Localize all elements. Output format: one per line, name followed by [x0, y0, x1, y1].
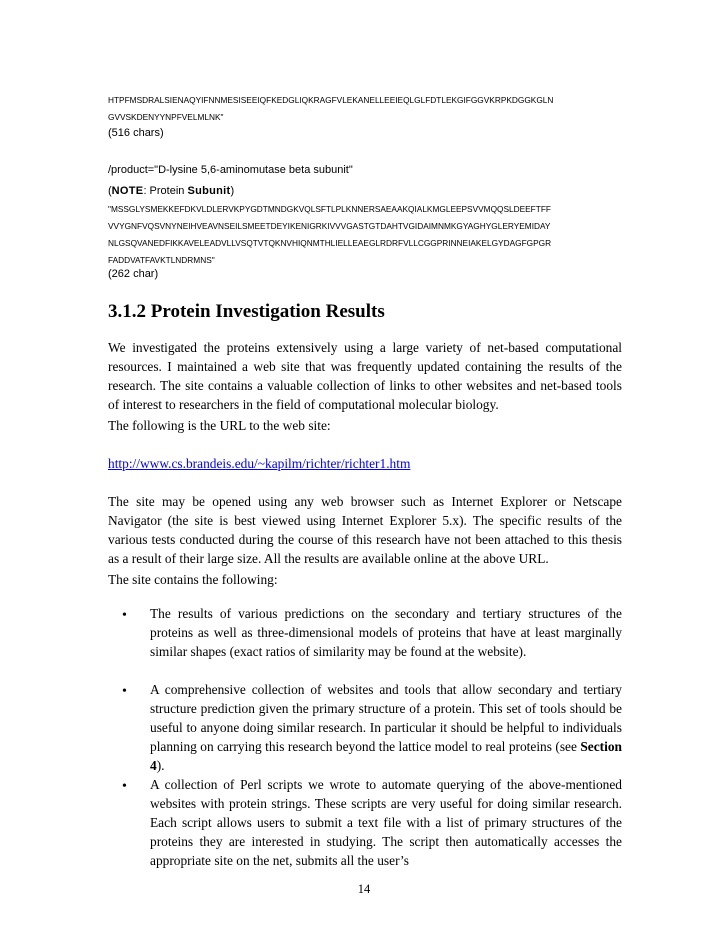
sequence-line: "MSSGLYSMEKKEFDKVLDLERVKPYGDTMNDGKVQLSFTLPLKNNERSAEAAKQIALKMGLEEPSVVMQQSLDEEFTFF: [108, 204, 551, 214]
bullet-icon: •: [122, 608, 127, 623]
note-middle-text: : Protein: [143, 185, 188, 197]
bullet-item-perl-scripts: A collection of Perl scripts we wrote to automate querying of the above-mentioned websites with protein strings. These scripts are very useful for doing similar research. Each script allows users to submit a text file with a list of primary structures of the proteins they are interested in studying. The script then automatically accesses the appropriate site on the net, submits all the user’s: [150, 777, 622, 868]
bullet-item-tools: [150, 680, 622, 775]
note-close-paren: ): [230, 185, 235, 197]
product-line: /product="D-lysine 5,6-aminomutase beta subunit": [108, 164, 353, 176]
note-line: [108, 185, 234, 198]
sequence-line: FADDVATFAVKTLNDRMNS": [108, 255, 215, 265]
bullet-icon: •: [122, 779, 127, 794]
bullet-item-predictions: The results of various predictions on the secondary and tertiary structures of the proteins as well as three-dimensional models of proteins that have at least marginally similar shapes (exact ratios of similarity may be found at the website).: [150, 606, 622, 659]
sequence-length-note: (262 char): [108, 268, 159, 280]
note-label: NOTE: [111, 185, 144, 197]
sequence-line: NLGSQVANEDFIKKAVELEADVLLVSQTVTQKNVHIQNMTHLIELLEAEGLRDRFVLLCGGPRINNEIAKELGYDAGFGPGR: [108, 238, 552, 248]
bullet-icon: •: [122, 684, 127, 699]
paragraph-browser: The site may be opened using any web browser such as Internet Explorer or Netscape Navigator (the site is best viewed using Internet Explorer 5.x). The specific results of the various tests conducted during the course of this research have not been attached to this thesis as a result of their large size. All the results are available online at the above URL.: [108, 494, 622, 566]
sequence-length-note: (516 chars): [108, 127, 164, 139]
section-heading: 3.1.2 Protein Investigation Results: [108, 301, 385, 322]
paragraph-intro: We investigated the proteins extensively using a large variety of net-based computational resources. I maintained a web site that was frequently updated containing the results of the research. The site contains a valuable collection of links to other websites and net-based tools of interest to researchers in the field of computational molecular biology.: [108, 340, 622, 412]
page-number: 14: [357, 882, 371, 896]
note-open-paren: (: [108, 185, 112, 197]
paragraph-contents-lead: The site contains the following:: [108, 572, 278, 587]
website-link[interactable]: http://www.cs.brandeis.edu/~kapilm/richter/richter1.htm: [108, 456, 411, 471]
section-reference: Section 4: [150, 739, 622, 773]
bullet-tools-tail: ).: [156, 758, 165, 773]
sequence-line: VVYGNFVQSVNYNEIHVEAVNSEILSMEETDEYIKENIGRKIVVVGASTGTDAHTVGIDAIMNMKGYAGHYGLERYEMIDAY: [108, 221, 551, 231]
sequence-line: GVVSKDENYYNPFVELMLNK": [108, 112, 224, 122]
bullet-tools-text: A comprehensive collection of websites and tools that allow secondary and tertiary structure prediction given the primary structure of a protein. This set of tools should be useful to anyone doing similar research. In particular it should be helpful to individuals planning on carrying this research beyond the lattice model to real proteins (see: [150, 682, 622, 754]
note-subunit-word: Subunit: [187, 185, 231, 197]
sequence-line: HTPFMSDRALSIENAQYIFNNMESISEEIQFKEDGLIQKRAGFVLEKANELLEEIEQLGLFDTLEKGIFGGVKRPKDGGKGLN: [108, 95, 554, 105]
paragraph-url-lead: The following is the URL to the web site:: [108, 418, 331, 433]
url-line: [108, 454, 622, 473]
